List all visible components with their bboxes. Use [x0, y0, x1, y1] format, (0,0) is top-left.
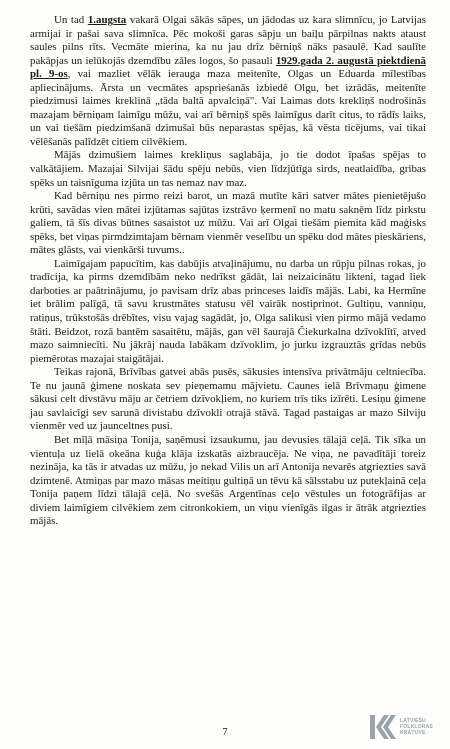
- paragraph: [30, 149, 426, 190]
- folklore-archive-logo-icon: [370, 715, 396, 739]
- logo-text-line: KRĀTUVE: [400, 730, 426, 736]
- logo-text-line: FOLKLORAS: [400, 724, 433, 730]
- emphasized-date: 1929.gada 2. augustā piektdienā pl. 9-os: [30, 54, 426, 81]
- document-body: [30, 14, 426, 529]
- logo-text: [400, 718, 433, 736]
- paragraph: [30, 14, 426, 149]
- paragraph: [30, 434, 426, 529]
- page-number: 7: [222, 727, 228, 738]
- paragraph: [30, 190, 426, 258]
- paragraph: [30, 366, 426, 434]
- paragraph: [30, 258, 426, 366]
- archive-logo: [370, 712, 442, 742]
- paragraph-text: , vai mazliet vēlāk ierauga maza meitenīte, Olgas un Eduarda mīlestības apliecinājums. Ārsta un vecmātes apsprieśanās izbiedē Olgu, bet izrādās, meitenīte piedzimusi laimes kreklinā „tāda baltā apvalciņā". Vai Laimas dots krekliņš nodrošinās mazajam bērniņam laimīgu mūžu, vai arī bērniņš spēs laimīgus darīt citus, to rādīs laiks, un vai tiešām piedzimšanā dzimušai būs neparastas spējas, kā vēsta ticējums, vai tikai vēlēšanās palīdzēt citiem cilvēkiem.: [30, 68, 426, 148]
- paragraph-text: Un tad: [54, 14, 88, 26]
- emphasized-date: 1.augsta: [87, 14, 127, 26]
- paragraph-text: Mājās dzimušiem laimes krekliņus saglabāja, jo tie dodot īpašas spējas to valkātājiem. Mazajai Silvijai šādu spēju nebūs, vien līdzjūtīga sirds, neatlaidība, gribas spēks un taisnīguma izjūta un tas nemaz nav maz.: [30, 149, 426, 189]
- paragraph-text: Bet mīļā māsiņa Tonija, saņēmusi izsaukumu, jau devusies tālajā ceļā. Tik sīka un vientuļa uz lielā okeāna kuģa klāja izskatās aizbraucēja. Ne viņa, ne pavadītāji toreiz nezināja, ka tās ir atvadas uz mūžu, jo nekad Vilis un arī Antonija nevarēs atgriezties savā dzimtenē. Atmiņas par mazo māsas meitiņu gultiņā un tēvu kā sālsstabu uz putekļainā ceļa Tonija paņem līdzi tālajā ceļā. No svešās Argentīnas ceļo vēstules un fotogrāfijas ar diviem laimīgiem cilvēkiem zem citronkokiem, un viņu vienīgās ilgas ir ātrāk atgriezties mājās.: [30, 433, 426, 528]
- paragraph-text: Laimīgajam papucītim, kas dabūjis atvaļinājumu, nu darba un rūpju pilnas rokas, jo tradīcija, ka pirms dzemdībām neko nedrīkst gādāt, lai neizaicinātu likteni, tagad liek darboties ar paātrinājumu, jo pavisam drīz abas princeses laidīs mājās. Labi, ka Hermīne iet brālim palīgā, tā savu krustmātes statusu vēl vairāk nostiprinot. Gultiņu, vanniņu, ratiņus, trūkstošās drēbītes, visu vajag sagādāt, jo, Olga salikusi vien pirmo mājā vedamo štāti. Beidzot, rozā bantēm sasaitētu, mājās, gan vēl šaurajā Čiekurkalna dzīvoklītī, atved mazo saimniecīti. Nu jākrāj nauda labākam dzīvoklim, jo jurku izgrauztās grīdas nebūs piemērotas mazajai staigātājai.: [30, 257, 426, 365]
- paragraph-text: Kad bērniņu nes pirmo reizi barot, un mazā mutīte kāri satver mātes pienietējušo krūti, savādas vien mātei izjūtamas sajūtas izstrāvo ķermenī no matu saknēm līdz pirkstu galiem, tā šīs divas būtnes sasaistot uz mūžu. Vai arī Olgai tiešām piemita kād maģisks spēks, bet viņas pirmdzimtajam bērnam vienmēr veselību un spēku dod mātes pieskāriens, mātes glāsts, vai vienkārši tuvums..: [30, 190, 426, 257]
- logo-text-line: LATVIEŠU: [400, 718, 426, 724]
- paragraph-text: Teikas rajonā, Brīvības gatvei abās pusēs, sākusies intensīva privātmāju celtniecība. Te nu jaunā ģimene noskata sev pieņemamu mājvietu. Caunes ielā Brīvmaņu ģimene sākusi celt divstāvu māju ar četriem dzīvokļiem, no kuriem trīs tiks izīrēti. Lesiņu ģimene jau savlaicīgi sev sarunā divistabu dzīvokli otrajā stāvā. Tagad pastaigas ar mazo Silviju vienmēr ved uz jaunceltnes pusi.: [30, 366, 426, 433]
- paragraph-text: vakarā Olgai sākās sāpes, un jādodas uz kara slimnīcu, jo Latvijas armijai ir pašai sava slimnīca. Pēc mokoši garas sāpju un baiļu pārpilnas nakts ataust saules pilns rīts. Vecmāte mierina, ka nu jau drīz bērniņš nāks pasaulē. Kad saulīte pakāpjas un ielūkojās dzemdību zāles logos, šo pasauli: [30, 14, 426, 67]
